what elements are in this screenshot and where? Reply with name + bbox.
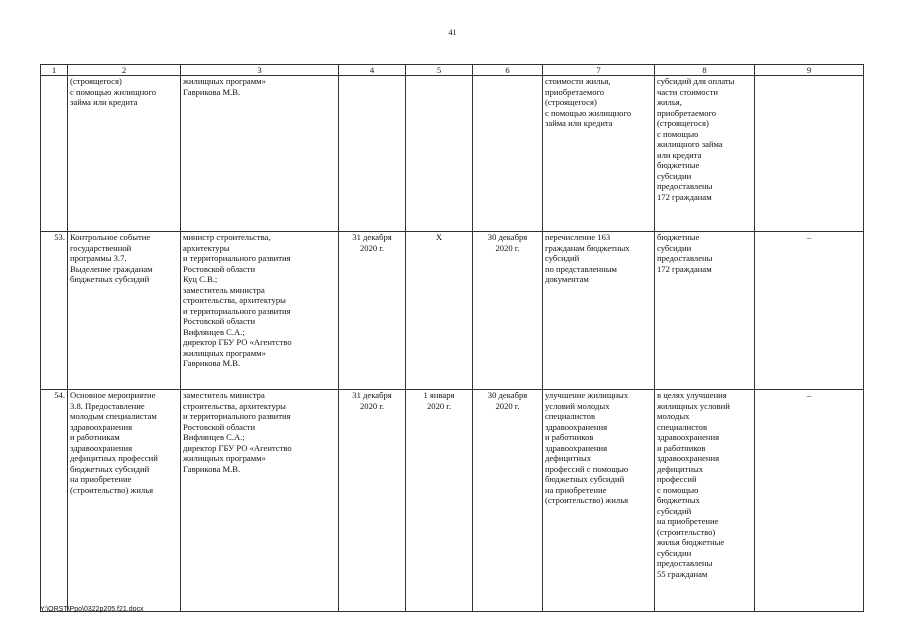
start-date-cell (406, 76, 473, 232)
actual-result-cell: бюджетные субсидии предоставлены 172 гражданам (655, 232, 755, 390)
schedule-table (40, 64, 864, 612)
table-row (41, 232, 864, 390)
actual-result-cell: в целях улучшения жилищных условий молодых специалистов здравоохранения и работников здравоохранения дефицитных профессий с помощью бюджетных субсидий на приобретение (строительство) жилья бюджетные субсидии предоставлены 55 гражданам (655, 390, 755, 612)
row-number (41, 76, 68, 232)
end-date-cell: 30 декабря 2020 г. (473, 232, 543, 390)
notes-cell: – (755, 232, 864, 390)
row-number: 54. (41, 390, 68, 612)
table-row (41, 76, 864, 232)
planned-date-cell: 31 декабря 2020 г. (339, 390, 406, 612)
col-header-8: 8 (655, 65, 755, 76)
responsible-cell: заместитель министра строительства, архитектуры и территориального развития Ростовской области Вифлянцев С.А.; директор ГБУ РО «Агентство жилищных программ» Гаврикова М.В. (181, 390, 339, 612)
column-number-row (41, 65, 864, 76)
col-header-7: 7 (543, 65, 655, 76)
event-name-cell: Контрольное событие государственной программы 3.7. Выделение гражданам бюджетных субсидий (68, 232, 181, 390)
end-date-cell (473, 76, 543, 232)
notes-cell (755, 76, 864, 232)
col-header-1: 1 (41, 65, 68, 76)
event-name-cell: Основное мероприятие 3.8. Предоставление молодым специалистам здравоохранения и работникам здравоохранения дефицитных профессий бюджетных субсидий на приобретение (строительство) жилья (68, 390, 181, 612)
planned-date-cell (339, 76, 406, 232)
col-header-4: 4 (339, 65, 406, 76)
table-row (41, 390, 864, 612)
page-number: 41 (448, 28, 457, 37)
responsible-cell: министр строительства, архитектуры и территориального развития Ростовской области Куц С.В.; заместитель министра строительства, архитектуры и территориального развития Ростовской области Вифлянцев С.А.; директор ГБУ РО «Агентство жилищных программ» Гаврикова М.В. (181, 232, 339, 390)
planned-date-cell: 31 декабря 2020 г. (339, 232, 406, 390)
end-date-cell: 30 декабря 2020 г. (473, 390, 543, 612)
actual-result-cell: субсидий для оплаты части стоимости жилья, приобретаемого (строящегося) с помощью жилищного займа или кредита бюджетные субсидии предоставлены 172 гражданам (655, 76, 755, 232)
col-header-2: 2 (68, 65, 181, 76)
start-date-cell: Х (406, 232, 473, 390)
row-number: 53. (41, 232, 68, 390)
col-header-5: 5 (406, 65, 473, 76)
col-header-3: 3 (181, 65, 339, 76)
expected-result-cell: улучшение жилищных условий молодых специалистов здравоохранения и работников здравоохранения дефицитных профессий с помощью бюджетных субсидий на приобретение (строительство) жилья (543, 390, 655, 612)
expected-result-cell: стоимости жилья, приобретаемого (строящегося) с помощью жилищного займа или кредита (543, 76, 655, 232)
event-name-cell: (строящегося) с помощью жилищного займа или кредита (68, 76, 181, 232)
expected-result-cell: перечисление 163 гражданам бюджетных субсидий по представленным документам (543, 232, 655, 390)
file-path-footer: Y:\ORST\Ppo\0322p205.f21.docx (40, 606, 144, 613)
col-header-9: 9 (755, 65, 864, 76)
responsible-cell: жилищных программ» Гаврикова М.В. (181, 76, 339, 232)
start-date-cell: 1 января 2020 г. (406, 390, 473, 612)
col-header-6: 6 (473, 65, 543, 76)
notes-cell: – (755, 390, 864, 612)
